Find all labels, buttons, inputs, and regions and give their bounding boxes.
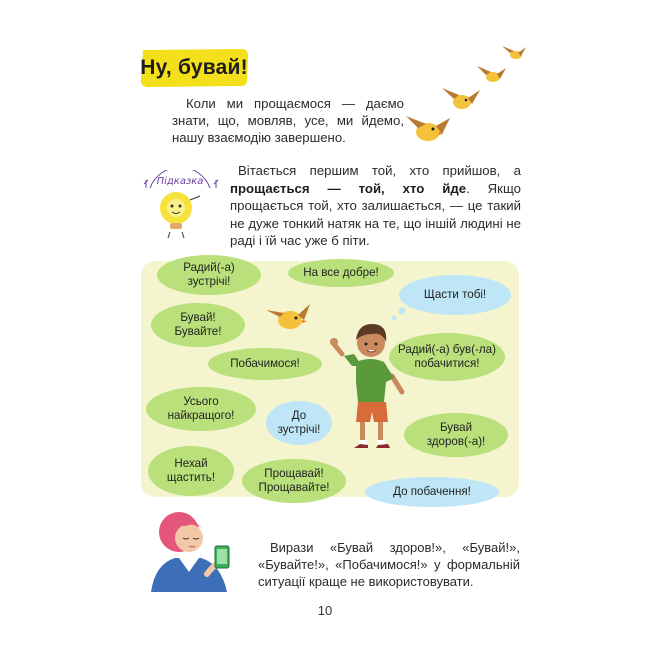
phrase-bubble-do-zustrichi: [266, 401, 332, 445]
phrase-line: Побачимося!: [230, 357, 300, 370]
bird-icon-small-2: [477, 66, 506, 82]
hint-paragraph: [230, 162, 521, 250]
phrase-line: здоров(-а)!: [426, 435, 486, 448]
bottom-paragraph: [258, 539, 520, 590]
girl-with-phone-illustration: [145, 508, 245, 594]
hint-lightbulb-icon: [140, 170, 220, 240]
phrase-line: зустрічі!: [277, 423, 321, 436]
phrase-line: Бувайте!: [174, 325, 222, 338]
phrase-bubble-proshchavay: [242, 459, 346, 503]
phrase-bubble-pobachymosia: [208, 348, 322, 380]
page-title: Ну, бувай!: [140, 56, 248, 79]
phrase-line: Бувай: [439, 421, 473, 434]
phrase-line: зустрічі!: [187, 275, 231, 288]
hint-text-part-1: Вітається першим той, хто прийшов, а: [238, 163, 521, 178]
bird-icon-medium: [442, 88, 480, 109]
flying-birds-illustration: [404, 44, 530, 148]
phrase-line: Нехай: [174, 457, 208, 470]
intro-paragraph: [172, 95, 404, 146]
phrase-bubble-do-pobachennia: [365, 477, 499, 507]
bird-icon-large: [406, 116, 450, 141]
phrase-line: щастить!: [166, 471, 216, 484]
bottom-text: Вирази «Бувай здоров!», «Бувай!», «Бувайте!», «Побачимося!» у формальній ситуації краще не використовувати.: [258, 540, 520, 589]
phrase-line: До побачення!: [393, 485, 471, 498]
phrase-line: На все добре!: [303, 266, 379, 279]
phrase-bubble-nekhay-shchastyt: [148, 446, 234, 496]
intro-text: Коли ми прощаємося — даємо знати, що, мовляв, усе, ми йдемо, нашу взаємодію завершено.: [172, 96, 404, 145]
phrase-line: найкращого!: [167, 409, 235, 422]
phrase-line: побачитися!: [414, 357, 480, 370]
phrase-line: Радий(-а) був(-ла): [398, 343, 496, 356]
phrase-bubble-shchasty-tobi: [399, 275, 511, 315]
phrase-bubble-na-vse-dobre: [288, 259, 394, 287]
phrase-bubble-usoho-naykrashchoho: [146, 387, 256, 431]
bird-icon-small: [502, 46, 526, 59]
page-number: 10: [317, 603, 333, 618]
phrase-line: Щасти тобі!: [423, 288, 487, 301]
bird-icon-panel: [264, 300, 314, 334]
phrase-line: Прощавай!: [264, 467, 324, 480]
phrase-bubble-radiy-zustrichi: [157, 255, 261, 295]
waving-boy-illustration: [330, 316, 410, 454]
phrase-line: Усього: [183, 395, 219, 408]
phrase-bubble-buvay-zdorov: [404, 413, 508, 457]
phrase-line: Прощавайте!: [258, 481, 330, 494]
phrase-line: До: [291, 409, 307, 422]
hint-text: [230, 162, 521, 250]
title-badge: [137, 47, 251, 89]
phrase-line: Радий(-а): [183, 261, 235, 274]
hint-text-part-2: . Якщо прощається той, хто залишається, — це такий не дуже тонкий натяк на те, що іншій людині не раді і їй час уже б піти.: [230, 180, 521, 248]
hint-bold: прощається — той, хто йде: [230, 180, 467, 196]
phrase-bubble-buvay-buvayte: [151, 303, 245, 347]
hint-badge-label: Підказка: [156, 176, 204, 187]
phrase-line: Бувай!: [180, 311, 216, 324]
